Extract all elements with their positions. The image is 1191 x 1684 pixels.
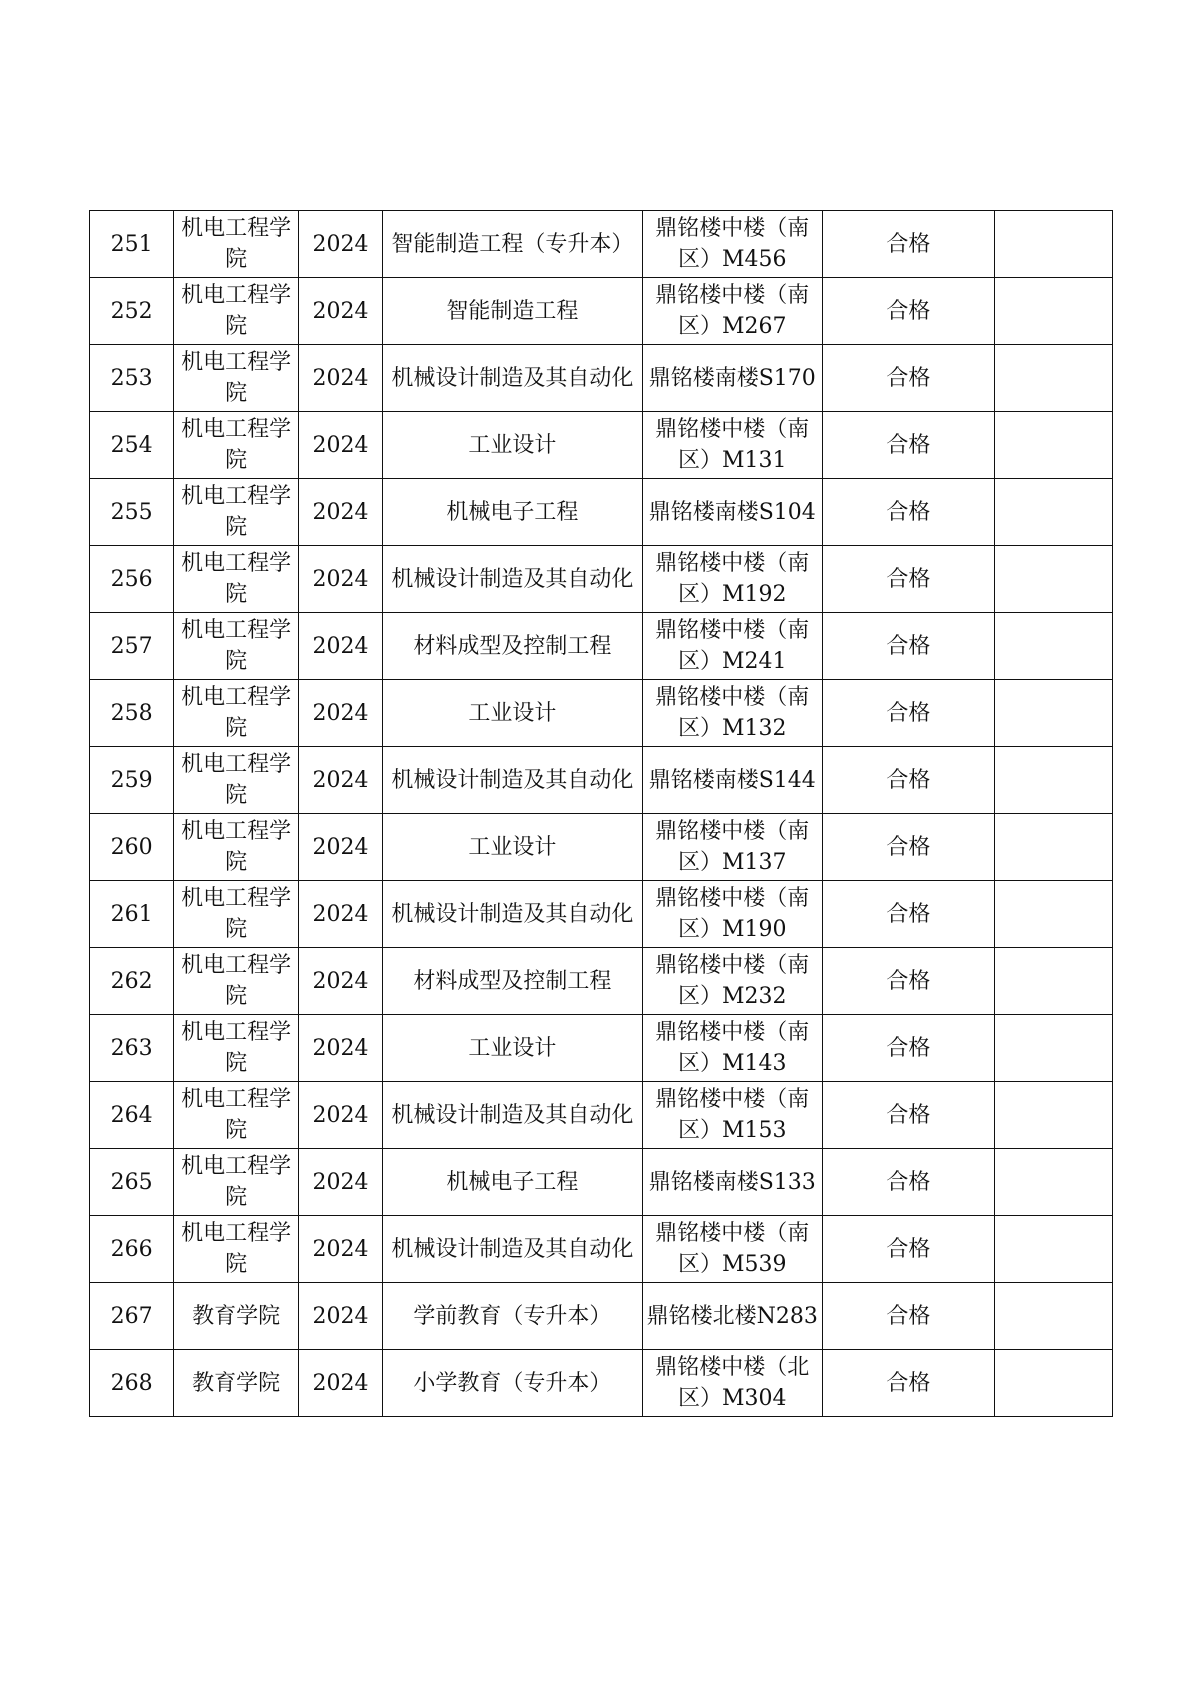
major-cell: 机械设计制造及其自动化: [383, 345, 642, 412]
room-cell: 鼎铭楼中楼（南区）M232: [642, 948, 822, 1015]
row-number-cell: 252: [90, 278, 174, 345]
major-cell: 工业设计: [383, 814, 642, 881]
row-number-cell: 268: [90, 1350, 174, 1417]
table-row: [90, 345, 1113, 412]
result-cell: 合格: [822, 345, 994, 412]
college-cell: 教育学院: [174, 1350, 298, 1417]
year-cell: 2024: [298, 1149, 382, 1216]
year-cell: 2024: [298, 948, 382, 1015]
row-number-cell: 266: [90, 1216, 174, 1283]
room-cell: 鼎铭楼中楼（南区）M267: [642, 278, 822, 345]
room-cell: 鼎铭楼中楼（南区）M132: [642, 680, 822, 747]
row-number-cell: 259: [90, 747, 174, 814]
table-row: [90, 479, 1113, 546]
note-cell: [994, 412, 1112, 479]
row-number-cell: 253: [90, 345, 174, 412]
year-cell: 2024: [298, 479, 382, 546]
college-cell: 机电工程学院: [174, 1216, 298, 1283]
note-cell: [994, 1015, 1112, 1082]
result-cell: 合格: [822, 1216, 994, 1283]
year-cell: 2024: [298, 278, 382, 345]
note-cell: [994, 278, 1112, 345]
note-cell: [994, 881, 1112, 948]
college-cell: 教育学院: [174, 1283, 298, 1350]
major-cell: 工业设计: [383, 412, 642, 479]
college-cell: 机电工程学院: [174, 211, 298, 278]
row-number-cell: 263: [90, 1015, 174, 1082]
year-cell: 2024: [298, 211, 382, 278]
major-cell: 机械电子工程: [383, 1149, 642, 1216]
college-cell: 机电工程学院: [174, 814, 298, 881]
result-cell: 合格: [822, 546, 994, 613]
table-row: [90, 1216, 1113, 1283]
year-cell: 2024: [298, 814, 382, 881]
row-number-cell: 265: [90, 1149, 174, 1216]
note-cell: [994, 1149, 1112, 1216]
result-cell: 合格: [822, 680, 994, 747]
year-cell: 2024: [298, 747, 382, 814]
result-cell: 合格: [822, 948, 994, 1015]
table-row: [90, 211, 1113, 278]
year-cell: 2024: [298, 345, 382, 412]
result-cell: 合格: [822, 211, 994, 278]
table-body: [90, 211, 1113, 1417]
room-cell: 鼎铭楼南楼S170: [642, 345, 822, 412]
note-cell: [994, 1082, 1112, 1149]
table-row: [90, 1082, 1113, 1149]
major-cell: 机械设计制造及其自动化: [383, 1082, 642, 1149]
major-cell: 机械设计制造及其自动化: [383, 546, 642, 613]
result-cell: 合格: [822, 814, 994, 881]
table-row: [90, 1149, 1113, 1216]
major-cell: 工业设计: [383, 1015, 642, 1082]
year-cell: 2024: [298, 1350, 382, 1417]
room-cell: 鼎铭楼中楼（北区）M304: [642, 1350, 822, 1417]
college-cell: 机电工程学院: [174, 546, 298, 613]
table-row: [90, 1015, 1113, 1082]
college-cell: 机电工程学院: [174, 613, 298, 680]
row-number-cell: 264: [90, 1082, 174, 1149]
room-cell: 鼎铭楼中楼（南区）M190: [642, 881, 822, 948]
year-cell: 2024: [298, 680, 382, 747]
note-cell: [994, 211, 1112, 278]
room-cell: 鼎铭楼中楼（南区）M131: [642, 412, 822, 479]
year-cell: 2024: [298, 1216, 382, 1283]
note-cell: [994, 546, 1112, 613]
result-cell: 合格: [822, 881, 994, 948]
row-number-cell: 260: [90, 814, 174, 881]
table-row: [90, 881, 1113, 948]
room-cell: 鼎铭楼南楼S104: [642, 479, 822, 546]
row-number-cell: 258: [90, 680, 174, 747]
year-cell: 2024: [298, 881, 382, 948]
table-row: [90, 680, 1113, 747]
note-cell: [994, 747, 1112, 814]
college-cell: 机电工程学院: [174, 412, 298, 479]
table-row: [90, 412, 1113, 479]
result-cell: 合格: [822, 1015, 994, 1082]
row-number-cell: 255: [90, 479, 174, 546]
year-cell: 2024: [298, 1082, 382, 1149]
result-cell: 合格: [822, 613, 994, 680]
room-cell: 鼎铭楼中楼（南区）M143: [642, 1015, 822, 1082]
note-cell: [994, 948, 1112, 1015]
major-cell: 材料成型及控制工程: [383, 948, 642, 1015]
result-cell: 合格: [822, 1082, 994, 1149]
note-cell: [994, 613, 1112, 680]
note-cell: [994, 1283, 1112, 1350]
college-cell: 机电工程学院: [174, 345, 298, 412]
row-number-cell: 251: [90, 211, 174, 278]
table-row: [90, 613, 1113, 680]
room-cell: 鼎铭楼中楼（南区）M241: [642, 613, 822, 680]
room-cell: 鼎铭楼南楼S133: [642, 1149, 822, 1216]
college-cell: 机电工程学院: [174, 948, 298, 1015]
note-cell: [994, 1216, 1112, 1283]
college-cell: 机电工程学院: [174, 1149, 298, 1216]
major-cell: 机械设计制造及其自动化: [383, 881, 642, 948]
note-cell: [994, 814, 1112, 881]
table-row: [90, 948, 1113, 1015]
college-cell: 机电工程学院: [174, 680, 298, 747]
table-row: [90, 546, 1113, 613]
note-cell: [994, 479, 1112, 546]
college-cell: 机电工程学院: [174, 747, 298, 814]
room-cell: 鼎铭楼中楼（南区）M539: [642, 1216, 822, 1283]
result-cell: 合格: [822, 1149, 994, 1216]
college-cell: 机电工程学院: [174, 278, 298, 345]
note-cell: [994, 1350, 1112, 1417]
major-cell: 智能制造工程（专升本）: [383, 211, 642, 278]
room-cell: 鼎铭楼中楼（南区）M192: [642, 546, 822, 613]
room-cell: 鼎铭楼南楼S144: [642, 747, 822, 814]
major-cell: 机械设计制造及其自动化: [383, 1216, 642, 1283]
table-row: [90, 278, 1113, 345]
result-cell: 合格: [822, 1283, 994, 1350]
table-row: [90, 814, 1113, 881]
major-cell: 材料成型及控制工程: [383, 613, 642, 680]
table-row: [90, 1283, 1113, 1350]
row-number-cell: 261: [90, 881, 174, 948]
result-cell: 合格: [822, 412, 994, 479]
major-cell: 学前教育（专升本）: [383, 1283, 642, 1350]
major-cell: 机械设计制造及其自动化: [383, 747, 642, 814]
row-number-cell: 267: [90, 1283, 174, 1350]
result-cell: 合格: [822, 747, 994, 814]
inspection-results-table: [89, 210, 1113, 1417]
college-cell: 机电工程学院: [174, 881, 298, 948]
row-number-cell: 262: [90, 948, 174, 1015]
room-cell: 鼎铭楼中楼（南区）M137: [642, 814, 822, 881]
result-cell: 合格: [822, 479, 994, 546]
year-cell: 2024: [298, 412, 382, 479]
year-cell: 2024: [298, 546, 382, 613]
major-cell: 机械电子工程: [383, 479, 642, 546]
note-cell: [994, 680, 1112, 747]
college-cell: 机电工程学院: [174, 479, 298, 546]
result-cell: 合格: [822, 278, 994, 345]
room-cell: 鼎铭楼中楼（南区）M153: [642, 1082, 822, 1149]
row-number-cell: 257: [90, 613, 174, 680]
table-row: [90, 747, 1113, 814]
row-number-cell: 254: [90, 412, 174, 479]
room-cell: 鼎铭楼中楼（南区）M456: [642, 211, 822, 278]
result-cell: 合格: [822, 1350, 994, 1417]
college-cell: 机电工程学院: [174, 1082, 298, 1149]
year-cell: 2024: [298, 1015, 382, 1082]
note-cell: [994, 345, 1112, 412]
major-cell: 小学教育（专升本）: [383, 1350, 642, 1417]
year-cell: 2024: [298, 613, 382, 680]
college-cell: 机电工程学院: [174, 1015, 298, 1082]
major-cell: 智能制造工程: [383, 278, 642, 345]
year-cell: 2024: [298, 1283, 382, 1350]
table-row: [90, 1350, 1113, 1417]
room-cell: 鼎铭楼北楼N283: [642, 1283, 822, 1350]
major-cell: 工业设计: [383, 680, 642, 747]
row-number-cell: 256: [90, 546, 174, 613]
